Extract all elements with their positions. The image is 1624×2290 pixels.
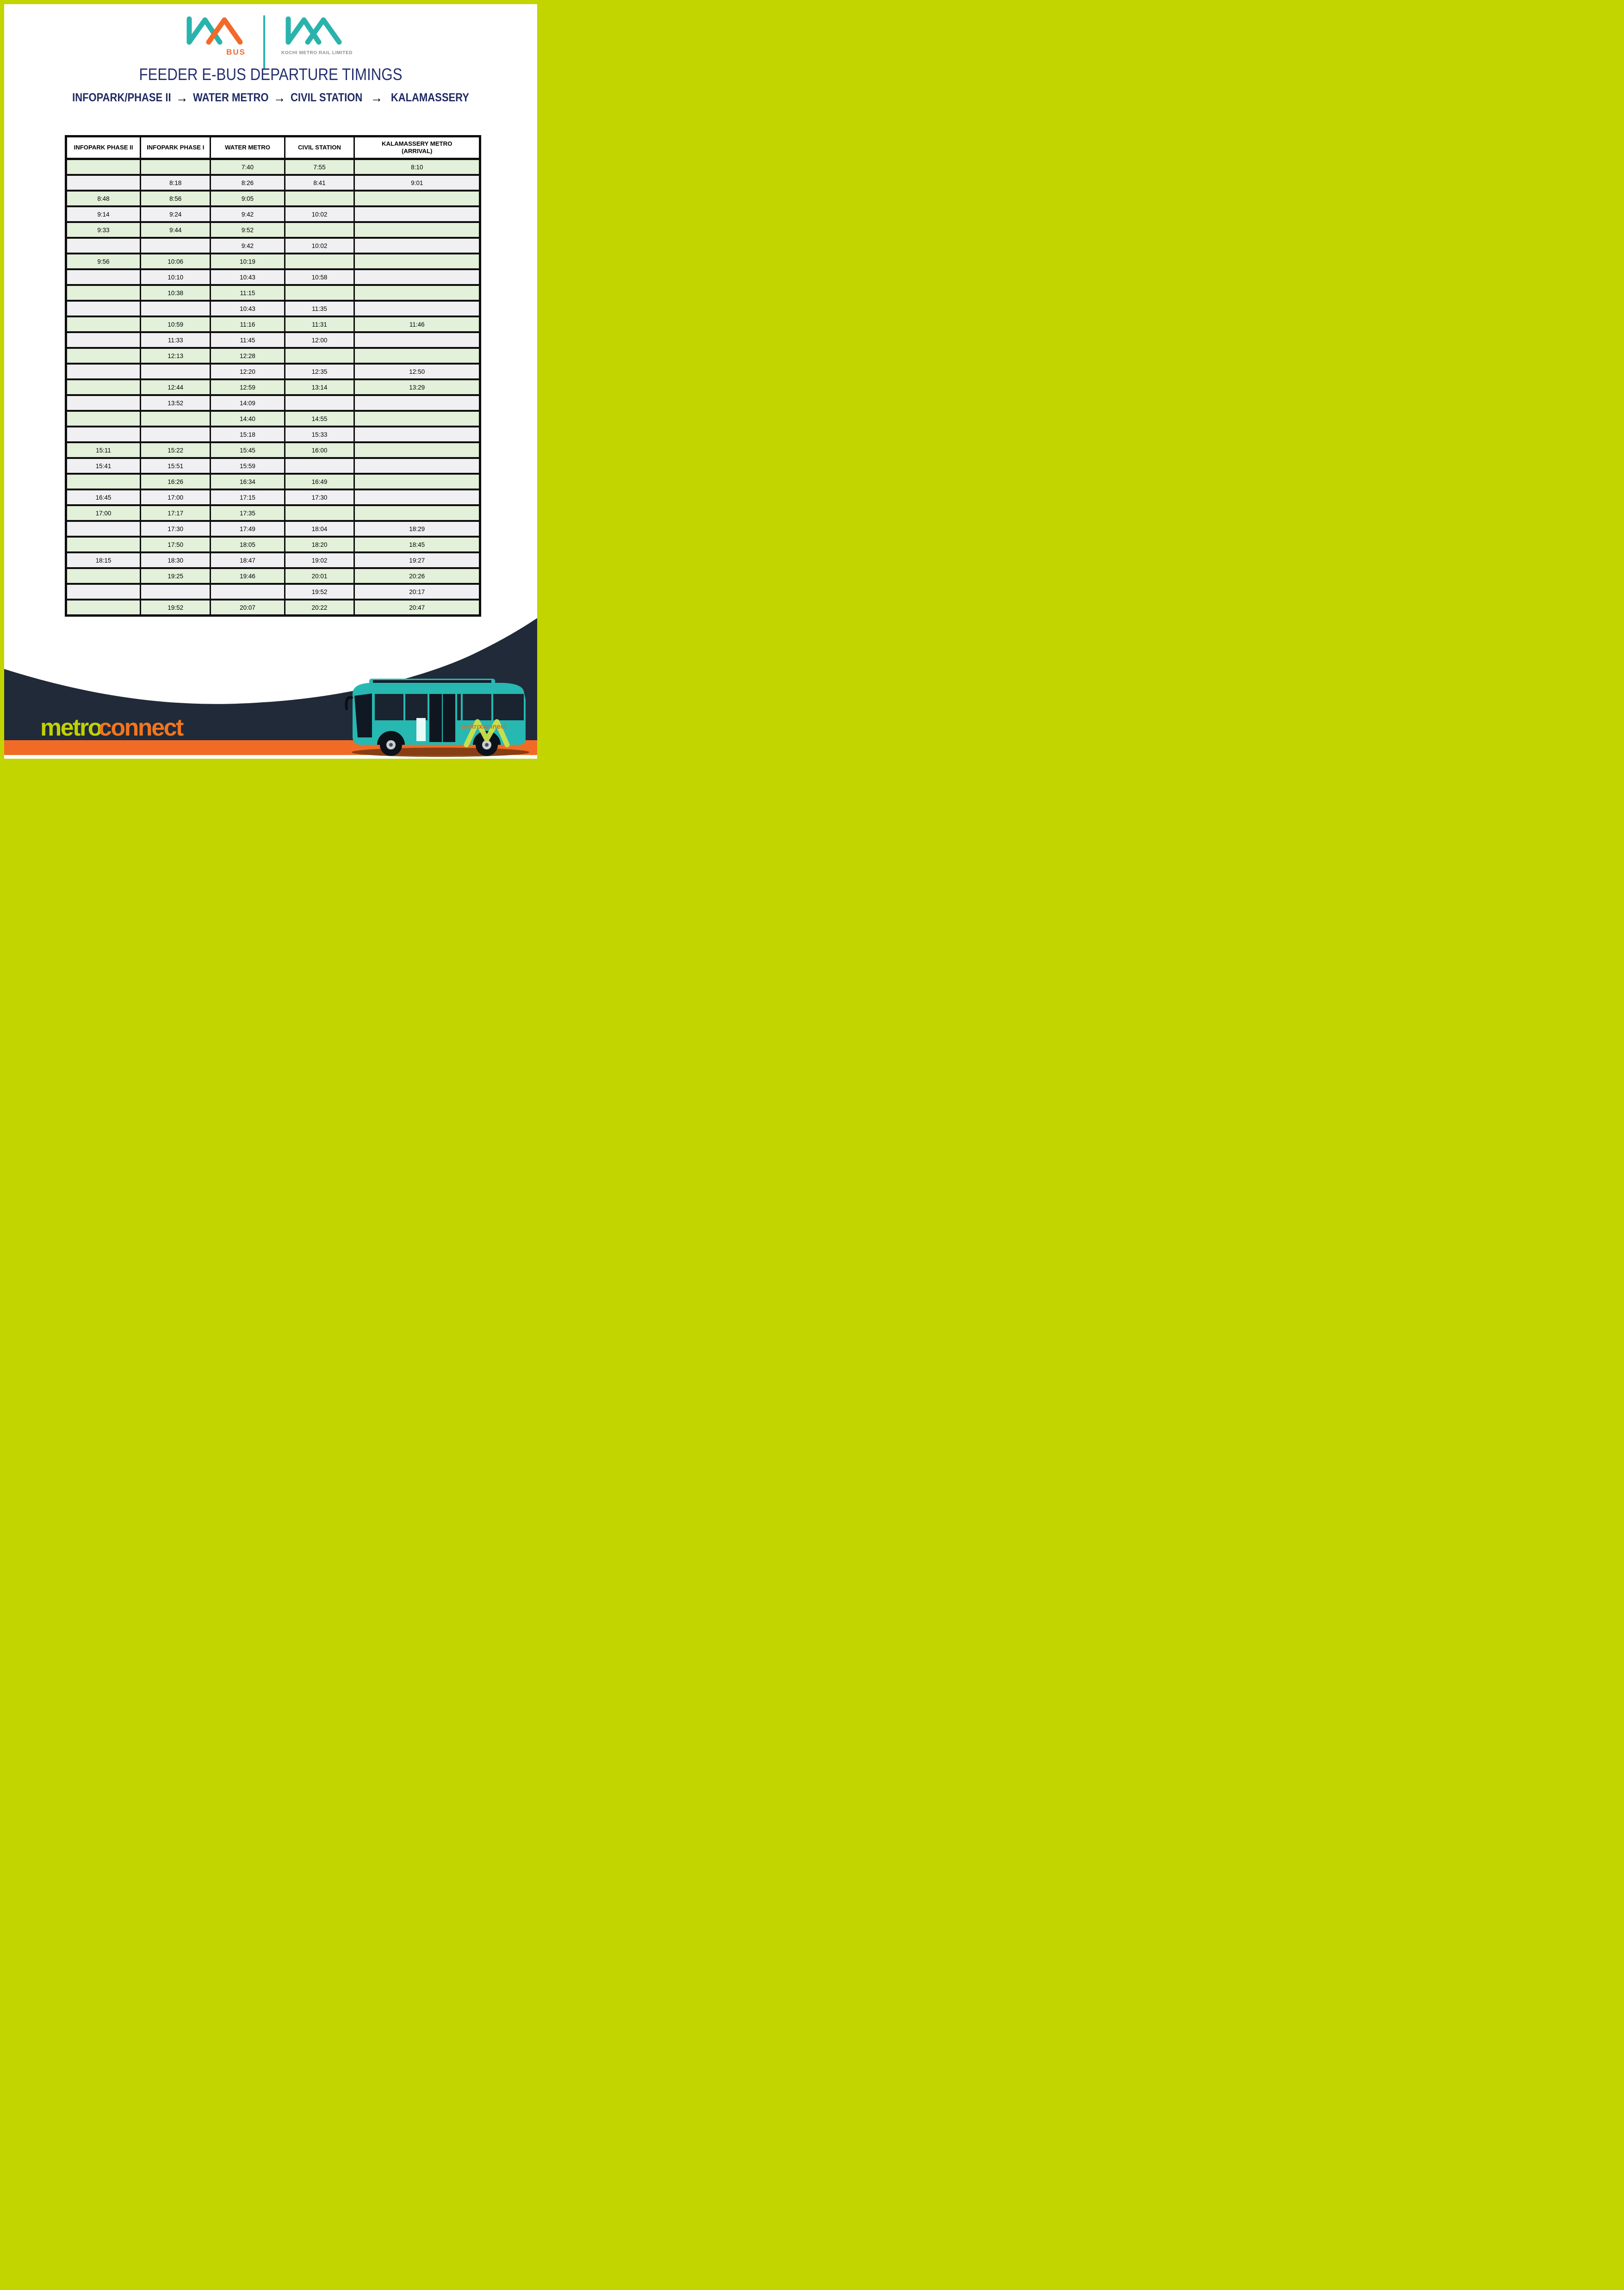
route-line (36, 91, 505, 105)
kmrl-logo-label: KOCHI METRO RAIL LIMITED (281, 50, 353, 56)
time-cell: 10:06 (141, 254, 211, 269)
time-cell: 12:35 (285, 364, 354, 379)
time-cell: 13:14 (285, 379, 354, 395)
table-row (66, 191, 480, 206)
timetable-body (66, 159, 480, 616)
time-cell (66, 568, 141, 584)
time-cell (354, 238, 480, 254)
time-cell (354, 474, 480, 489)
time-cell: 19:52 (285, 584, 354, 600)
bus-logo (184, 14, 252, 57)
time-cell: 8:41 (285, 175, 354, 191)
time-cell (66, 537, 141, 552)
table-row (66, 301, 480, 316)
kmrl-logo (276, 14, 358, 56)
time-cell: 12:28 (211, 348, 285, 364)
time-cell: 15:51 (141, 458, 211, 474)
time-cell (354, 301, 480, 316)
route-stop: KALAMASSERY (391, 91, 469, 104)
table-row (66, 505, 480, 521)
time-cell (354, 222, 480, 238)
time-cell (66, 521, 141, 537)
time-cell: 17:00 (66, 505, 141, 521)
logo-divider (263, 15, 265, 69)
time-cell: 15:41 (66, 458, 141, 474)
time-cell (66, 348, 141, 364)
poster (0, 0, 541, 763)
bus-logo-label: BUS (226, 48, 246, 56)
time-cell (66, 427, 141, 442)
time-cell: 20:26 (354, 568, 480, 584)
time-cell (66, 269, 141, 285)
time-cell (141, 159, 211, 175)
time-cell: 9:05 (211, 191, 285, 206)
time-cell: 20:17 (354, 584, 480, 600)
time-cell (285, 222, 354, 238)
bus-brand-connect: connect (480, 723, 507, 730)
time-cell: 9:42 (211, 238, 285, 254)
time-cell: 10:43 (211, 269, 285, 285)
table-row (66, 332, 480, 348)
time-cell: 10:59 (141, 316, 211, 332)
time-cell (354, 442, 480, 458)
time-cell (354, 505, 480, 521)
wordmark-connect: connect (98, 714, 183, 741)
time-cell: 11:33 (141, 332, 211, 348)
time-cell (66, 285, 141, 301)
time-cell: 18:45 (354, 537, 480, 552)
time-cell (141, 238, 211, 254)
time-cell: 13:52 (141, 395, 211, 411)
time-cell (141, 427, 211, 442)
time-cell: 10:38 (141, 285, 211, 301)
time-cell: 10:02 (285, 238, 354, 254)
time-cell: 16:00 (285, 442, 354, 458)
table-row (66, 458, 480, 474)
table-row (66, 379, 480, 395)
time-cell: 9:33 (66, 222, 141, 238)
time-cell (141, 411, 211, 427)
time-cell: 19:25 (141, 568, 211, 584)
time-cell: 8:48 (66, 191, 141, 206)
time-cell (354, 191, 480, 206)
table-row (66, 254, 480, 269)
time-cell (66, 301, 141, 316)
table-row (66, 269, 480, 285)
time-cell (354, 395, 480, 411)
table-row (66, 206, 480, 222)
time-cell: 20:01 (285, 568, 354, 584)
time-cell (66, 159, 141, 175)
time-cell: 10:10 (141, 269, 211, 285)
time-cell: 18:15 (66, 552, 141, 568)
time-cell: 15:18 (211, 427, 285, 442)
time-cell (66, 316, 141, 332)
time-cell (354, 411, 480, 427)
time-cell: 8:26 (211, 175, 285, 191)
time-cell (66, 175, 141, 191)
route-stop: WATER METRO (193, 91, 269, 104)
time-cell: 12:50 (354, 364, 480, 379)
time-cell: 15:22 (141, 442, 211, 458)
table-header-row (66, 136, 480, 159)
time-cell: 12:13 (141, 348, 211, 364)
time-cell: 18:05 (211, 537, 285, 552)
time-cell: 17:35 (211, 505, 285, 521)
time-cell: 9:52 (211, 222, 285, 238)
time-cell: 17:15 (211, 489, 285, 505)
table-row (66, 411, 480, 427)
table-row (66, 489, 480, 505)
time-cell: 10:43 (211, 301, 285, 316)
table-row (66, 364, 480, 379)
time-cell: 11:31 (285, 316, 354, 332)
time-cell: 14:40 (211, 411, 285, 427)
kmrl-logo-mark-icon (283, 14, 351, 47)
time-cell: 17:49 (211, 521, 285, 537)
time-cell: 15:33 (285, 427, 354, 442)
time-cell: 9:01 (354, 175, 480, 191)
time-cell: 20:22 (285, 600, 354, 616)
time-cell (285, 285, 354, 301)
table-row (66, 222, 480, 238)
time-cell (354, 206, 480, 222)
time-cell: 10:58 (285, 269, 354, 285)
time-cell: 15:11 (66, 442, 141, 458)
time-cell: 16:26 (141, 474, 211, 489)
time-cell: 18:47 (211, 552, 285, 568)
time-cell (66, 379, 141, 395)
time-cell (66, 395, 141, 411)
page (4, 4, 537, 759)
time-cell: 18:30 (141, 552, 211, 568)
table-row (66, 238, 480, 254)
time-cell (354, 254, 480, 269)
route-stop: INFOPARK/PHASE II (72, 91, 171, 104)
time-cell: 9:42 (211, 206, 285, 222)
time-cell: 17:50 (141, 537, 211, 552)
time-cell: 12:44 (141, 379, 211, 395)
time-cell (354, 427, 480, 442)
time-cell (285, 191, 354, 206)
time-cell: 8:18 (141, 175, 211, 191)
time-cell: 9:24 (141, 206, 211, 222)
time-cell (141, 364, 211, 379)
time-cell: 14:55 (285, 411, 354, 427)
time-cell: 11:15 (211, 285, 285, 301)
arrow-right-icon: → (273, 90, 286, 105)
time-cell: 18:04 (285, 521, 354, 537)
time-cell: 16:49 (285, 474, 354, 489)
time-cell: 10:02 (285, 206, 354, 222)
bus-side-branding (462, 723, 507, 730)
column-header: INFOPARK PHASE I (141, 136, 211, 159)
metroconnect-wordmark (40, 714, 183, 742)
time-cell: 11:45 (211, 332, 285, 348)
time-cell: 19:02 (285, 552, 354, 568)
time-cell: 15:59 (211, 458, 285, 474)
time-cell (354, 269, 480, 285)
time-cell: 12:59 (211, 379, 285, 395)
table-row (66, 395, 480, 411)
time-cell (285, 395, 354, 411)
time-cell: 17:30 (285, 489, 354, 505)
departure-timetable (65, 135, 481, 617)
time-cell (66, 238, 141, 254)
table-row (66, 552, 480, 568)
time-cell: 15:45 (211, 442, 285, 458)
time-cell: 9:14 (66, 206, 141, 222)
time-cell (66, 332, 141, 348)
time-cell (66, 474, 141, 489)
time-cell: 20:47 (354, 600, 480, 616)
table-row (66, 159, 480, 175)
time-cell (285, 254, 354, 269)
table-row (66, 427, 480, 442)
bus-logo-mark-icon (184, 14, 252, 47)
time-cell (354, 332, 480, 348)
time-cell: 7:55 (285, 159, 354, 175)
header-logos (4, 14, 537, 69)
time-cell: 19:52 (141, 600, 211, 616)
table-row (66, 521, 480, 537)
time-cell: 11:35 (285, 301, 354, 316)
time-cell: 20:07 (211, 600, 285, 616)
time-cell: 14:09 (211, 395, 285, 411)
time-cell (354, 285, 480, 301)
time-cell (141, 301, 211, 316)
time-cell (285, 348, 354, 364)
time-cell: 19:27 (354, 552, 480, 568)
table-row (66, 442, 480, 458)
arrow-right-icon: → (370, 90, 383, 105)
time-cell: 9:56 (66, 254, 141, 269)
time-cell: 8:10 (354, 159, 480, 175)
time-cell: 11:16 (211, 316, 285, 332)
time-cell: 18:29 (354, 521, 480, 537)
time-cell: 12:00 (285, 332, 354, 348)
table-row (66, 175, 480, 191)
time-cell: 17:00 (141, 489, 211, 505)
table-row (66, 568, 480, 584)
time-cell: 13:29 (354, 379, 480, 395)
table-row (66, 316, 480, 332)
time-cell: 8:56 (141, 191, 211, 206)
time-cell (354, 458, 480, 474)
time-cell: 7:40 (211, 159, 285, 175)
table-row (66, 537, 480, 552)
time-cell: 12:20 (211, 364, 285, 379)
table-row (66, 474, 480, 489)
time-cell: 17:30 (141, 521, 211, 537)
table-row (66, 285, 480, 301)
table-row (66, 348, 480, 364)
time-cell: 18:20 (285, 537, 354, 552)
time-cell: 16:45 (66, 489, 141, 505)
time-cell: 10:19 (211, 254, 285, 269)
time-cell (354, 489, 480, 505)
time-cell: 9:44 (141, 222, 211, 238)
e-bus-illustration (342, 677, 532, 759)
arrow-right-icon: → (176, 90, 188, 105)
time-cell (285, 505, 354, 521)
time-cell (354, 348, 480, 364)
time-cell (66, 411, 141, 427)
page-title: FEEDER E-BUS DEPARTURE TIMINGS (139, 65, 403, 84)
column-header: INFOPARK PHASE II (66, 136, 141, 159)
time-cell (66, 364, 141, 379)
column-header: WATER METRO (211, 136, 285, 159)
column-header: KALAMASSERY METRO (ARRIVAL) (354, 136, 480, 159)
time-cell: 11:46 (354, 316, 480, 332)
route-stop: CIVIL STATION (290, 91, 363, 104)
time-cell: 17:17 (141, 505, 211, 521)
time-cell: 16:34 (211, 474, 285, 489)
column-header: CIVIL STATION (285, 136, 354, 159)
wordmark-metro: metro (40, 714, 101, 741)
bus-brand-metro: metro (462, 723, 481, 730)
time-cell (285, 458, 354, 474)
time-cell: 19:46 (211, 568, 285, 584)
